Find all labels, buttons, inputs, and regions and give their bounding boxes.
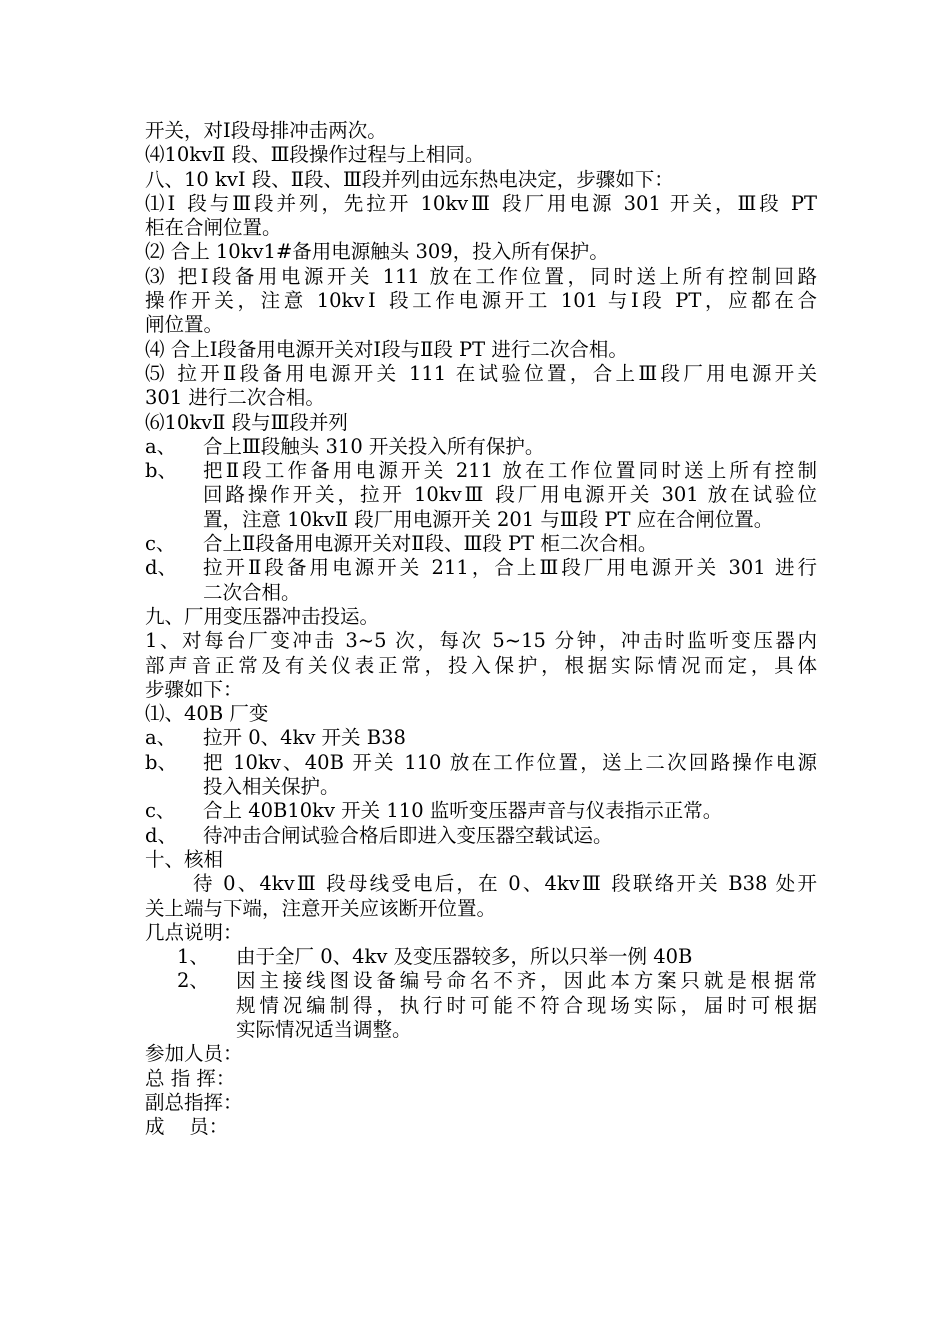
list-text: 拉开 0、4kv 开关 B38 [203, 726, 406, 750]
notes-heading: 几点说明： [145, 920, 243, 944]
list-item [145, 435, 817, 459]
list-item [145, 459, 817, 532]
list-text: 二次合相。 [203, 580, 301, 604]
text-line: 操作开关，注意 10kvⅠ 段工作电源开工 101 与Ⅰ段 PT，应都在合 [145, 289, 817, 313]
section-heading: 十、核相 [145, 847, 224, 871]
text-line: 1、对每台厂变冲击 3~5 次，每次 5~15 分钟，冲击时监听变压器内 [145, 629, 817, 653]
text-line: 关上端与下端，注意开关应该断开位置。 [145, 896, 497, 920]
text-line: 步骤如下： [145, 677, 243, 701]
text-line: ⑴Ⅰ 段与Ⅲ段并列，先拉开 10kvⅢ 段厂用电源 301 开关，Ⅲ段 PT [145, 191, 817, 215]
list-item [145, 969, 817, 1042]
list-text: 把 10kv、40B 开关 110 放在工作位置，送上二次回路操作电源 [203, 750, 817, 774]
list-text: 因主接线图设备编号命名不齐，因此本方案只就是根据常 [236, 969, 817, 993]
text-line: ⑶ 把Ⅰ段备用电源开关 111 放在工作位置，同时送上所有控制回路 [145, 264, 817, 288]
list-marker: a、 [145, 726, 177, 750]
text-line: 待 0、4kvⅢ 段母线受电后，在 0、4kvⅢ 段联络开关 B38 处开 [193, 872, 817, 896]
personnel-line: 副总指挥： [145, 1090, 243, 1114]
list-text: 投入相关保护。 [203, 775, 340, 799]
list-marker: c、 [145, 799, 176, 823]
text-line: ⑹10kvⅡ 段与Ⅲ段并列 [145, 410, 348, 434]
list-text: 合上 40B10kv 开关 110 监听变压器声音与仪表指示正常。 [203, 799, 723, 823]
text-line: ⑸ 拉开Ⅱ段备用电源开关 111 在试验位置，合上Ⅲ段厂用电源开关 [145, 361, 817, 385]
list-step-6 [145, 435, 817, 605]
list-marker: b、 [145, 459, 177, 483]
text-line: 301 进行二次合相。 [145, 386, 325, 410]
list-marker: 2、 [177, 969, 209, 993]
list-marker: b、 [145, 750, 177, 774]
list-text: 由于全厂 0、4kv 及变压器较多，所以只举一例 40B [236, 945, 693, 969]
personnel-line: 参加人员： [145, 1042, 243, 1066]
list-text: 待冲击合闸试验合格后即进入变压器空载试运。 [203, 823, 613, 847]
text-line: 部声音正常及有关仪表正常，投入保护，根据实际情况而定，具体 [145, 653, 817, 677]
list-text: 合上Ⅱ段备用电源开关对Ⅱ段、Ⅲ段 PT 柜二次合相。 [203, 532, 658, 556]
list-item [145, 556, 817, 605]
text-line: ⑷10kvⅡ 段、Ⅲ段操作过程与上相同。 [145, 143, 485, 167]
section-heading: 九、厂用变压器冲击投运。 [145, 604, 380, 628]
list-marker: 1、 [177, 945, 209, 969]
list-text: 实际情况适当调整。 [236, 1017, 412, 1041]
text-line: ⑴、40B 厂变 [145, 702, 269, 726]
text-line: ⑵ 合上 10kv1#备用电源触头 309，投入所有保护。 [145, 240, 609, 264]
text-line: 柜在合闸位置。 [145, 216, 282, 240]
list-text: 把Ⅱ段工作备用电源开关 211 放在工作位置同时送上所有控制 [203, 459, 817, 483]
text-line: 开关，对Ⅰ段母排冲击两次。 [145, 119, 387, 142]
list-marker: c、 [145, 532, 176, 556]
list-item [145, 824, 817, 848]
section-heading: 八、10 kvⅠ 段、Ⅱ段、Ⅲ段并列由远东热电决定，步骤如下： [145, 167, 674, 191]
text-line: 闸位置。 [145, 313, 224, 337]
list-item [145, 532, 817, 556]
list-marker: a、 [145, 434, 177, 458]
list-text: 置，注意 10kvⅡ 段厂用电源开关 201 与Ⅲ段 PT 应在合闸位置。 [203, 507, 774, 531]
list-text: 回路操作开关，拉开 10kvⅢ 段厂用电源开关 301 放在试验位 [203, 483, 817, 507]
list-40b [145, 726, 817, 847]
list-text: 合上Ⅲ段触头 310 开关投入所有保护。 [203, 434, 545, 458]
list-item [145, 799, 817, 823]
document-page [145, 119, 817, 1139]
list-text: 拉开Ⅱ段备用电源开关 211，合上Ⅲ段厂用电源开关 301 进行 [203, 556, 817, 580]
list-marker: d、 [145, 556, 177, 580]
text-line: ⑷ 合上Ⅰ段备用电源开关对Ⅰ段与Ⅱ段 PT 进行二次合相。 [145, 337, 628, 361]
personnel-line: 成 员： [145, 1115, 229, 1139]
list-item [145, 726, 817, 750]
list-text: 规情况编制得，执行时可能不符合现场实际，届时可根据 [236, 993, 817, 1017]
personnel-line: 总 指 挥： [145, 1066, 236, 1090]
list-item [145, 945, 817, 969]
list-marker: d、 [145, 823, 177, 847]
list-item [145, 751, 817, 800]
